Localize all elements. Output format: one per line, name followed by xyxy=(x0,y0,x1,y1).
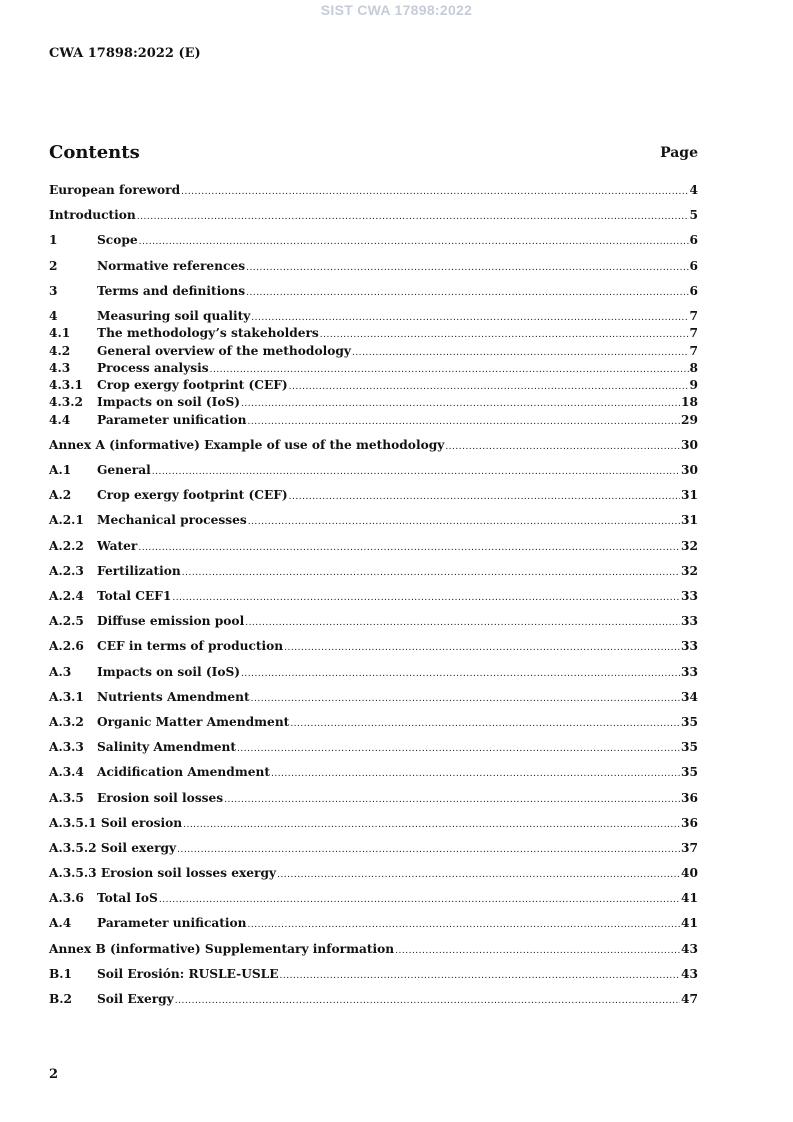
toc-entry-number: A.3 xyxy=(49,664,72,679)
toc-entry-title: A.3.5.3 Erosion soil losses exergy xyxy=(49,866,277,881)
toc-dot-leader xyxy=(183,820,680,830)
toc-entry-page: 29 xyxy=(681,412,698,427)
toc-entry-title: A.3.5.1 Soil erosion xyxy=(49,815,183,830)
toc-entry-page: 34 xyxy=(681,689,698,704)
toc-entry[interactable] xyxy=(49,690,698,715)
toc-entry-page: 6 xyxy=(689,283,698,298)
toc-entry-page: 32 xyxy=(681,563,698,578)
toc-entry[interactable] xyxy=(49,183,698,208)
toc-entry-number: 3 xyxy=(49,283,58,298)
toc-dot-leader xyxy=(352,348,689,358)
toc-entry-title: Crop exergy footprint (CEF) xyxy=(97,378,288,393)
toc-entry-number: 1 xyxy=(49,233,58,248)
toc-dot-leader xyxy=(241,399,680,409)
toc-dot-leader xyxy=(181,187,688,197)
toc-entry-title: Impacts on soil (IoS) xyxy=(97,664,241,679)
toc-dot-leader xyxy=(248,517,680,527)
toc-entry-page: 30 xyxy=(681,437,698,452)
toc-entry[interactable] xyxy=(49,413,698,438)
toc-entry-title: General overview of the methodology xyxy=(97,343,351,358)
toc-entry-number: 4.2 xyxy=(49,343,71,358)
toc-entry-number: A.1 xyxy=(49,463,72,478)
toc-entry-title: Erosion soil losses xyxy=(97,790,224,805)
toc-entry-title: Measuring soil quality xyxy=(97,308,251,323)
toc-entry-number: A.2.2 xyxy=(49,538,84,553)
toc-entry-title: Soil Erosión: RUSLE-USLE xyxy=(97,966,279,981)
toc-entry-number: A.3.5 xyxy=(49,790,84,805)
toc-entry-title: Acidification Amendment xyxy=(97,765,270,780)
toc-entry-title: Annex A (informative) Example of use of the methodology xyxy=(49,437,445,452)
toc-entry-title: Soil Exergy xyxy=(97,992,174,1007)
toc-entry-page: 32 xyxy=(681,538,698,553)
toc-entry-number: A.3.4 xyxy=(49,765,84,780)
toc-entry-title: Nutrients Amendment xyxy=(97,689,250,704)
toc-dot-leader xyxy=(280,971,681,981)
toc-entry-title: Total CEF1 xyxy=(97,589,172,604)
toc-entry[interactable] xyxy=(49,589,698,614)
toc-dot-leader xyxy=(138,543,680,553)
toc-dot-leader xyxy=(445,442,680,452)
toc-entry[interactable] xyxy=(49,326,698,343)
toc-entry-title: A.3.5.2 Soil exergy xyxy=(49,840,177,855)
toc-entry-page: 33 xyxy=(681,639,698,654)
toc-entry-title: Impacts on soil (IoS) xyxy=(97,395,241,410)
toc-entry-number: 4.3.2 xyxy=(49,395,83,410)
toc-entry[interactable] xyxy=(49,614,698,639)
toc-dot-leader xyxy=(137,212,689,222)
toc-entry[interactable] xyxy=(49,378,698,395)
toc-entry[interactable] xyxy=(49,740,698,765)
toc-entry-title: Fertilization xyxy=(97,563,181,578)
toc-entry-page: 35 xyxy=(681,714,698,729)
toc-entry-page: 4 xyxy=(689,183,698,197)
toc-entry[interactable] xyxy=(49,564,698,589)
toc-entry[interactable] xyxy=(49,344,698,361)
toc-entry-title: CEF in terms of production xyxy=(97,639,284,654)
toc-dot-leader xyxy=(246,288,688,298)
toc-entry[interactable] xyxy=(49,208,698,233)
toc-entry-title: European foreword xyxy=(49,183,181,197)
toc-entry-number: B.1 xyxy=(49,966,73,981)
toc-entry-page: 31 xyxy=(681,513,698,528)
toc-entry[interactable] xyxy=(49,513,698,538)
toc-entry[interactable] xyxy=(49,361,698,378)
toc-entry-page: 40 xyxy=(681,866,698,881)
toc-entry-page: 43 xyxy=(681,966,698,981)
toc-entry-number: A.3.6 xyxy=(49,891,84,906)
toc-entry-title: Diffuse emission pool xyxy=(97,614,245,629)
toc-entry-page: 7 xyxy=(689,326,698,341)
toc-entry[interactable] xyxy=(49,395,698,412)
toc-dot-leader xyxy=(290,719,680,729)
toc-entry-page: 47 xyxy=(681,992,698,1007)
table-of-contents xyxy=(49,183,698,1017)
document-id: CWA 17898:2022 (E) xyxy=(49,46,201,61)
toc-dot-leader xyxy=(245,618,680,628)
toc-entry[interactable] xyxy=(49,665,698,690)
toc-entry-number: B.2 xyxy=(49,992,73,1007)
toc-entry-page: 33 xyxy=(681,614,698,629)
toc-dot-leader xyxy=(246,263,688,273)
toc-dot-leader xyxy=(395,946,680,956)
toc-entry[interactable] xyxy=(49,791,698,816)
toc-entry-title: Scope xyxy=(97,233,138,248)
toc-entry[interactable] xyxy=(49,539,698,564)
toc-dot-leader xyxy=(182,568,680,578)
toc-dot-leader xyxy=(159,895,680,905)
toc-entry-title: Normative references xyxy=(97,258,246,273)
toc-entry[interactable] xyxy=(49,916,698,941)
toc-entry[interactable] xyxy=(49,942,698,967)
toc-entry[interactable] xyxy=(49,488,698,513)
toc-dot-leader xyxy=(237,744,680,754)
toc-entry-number: A.2.5 xyxy=(49,614,84,629)
toc-entry-title: Water xyxy=(97,538,138,553)
toc-entry[interactable] xyxy=(49,639,698,664)
toc-entry-title: Parameter unification xyxy=(97,412,247,427)
toc-entry[interactable] xyxy=(49,765,698,790)
toc-dot-leader xyxy=(251,313,688,323)
toc-entry-number: 4 xyxy=(49,308,58,323)
toc-entry-page: 31 xyxy=(681,488,698,503)
toc-dot-leader xyxy=(241,669,680,679)
toc-entry[interactable] xyxy=(49,309,698,326)
toc-entry-number: A.2.3 xyxy=(49,563,84,578)
toc-entry-title: Annex B (informative) Supplementary information xyxy=(49,941,395,956)
toc-entry-title: Total IoS xyxy=(97,891,158,906)
toc-entry-page: 37 xyxy=(681,840,698,855)
toc-entry-page: 6 xyxy=(689,258,698,273)
toc-entry-title: Introduction xyxy=(49,208,136,223)
contents-title: Contents xyxy=(49,142,140,163)
toc-entry[interactable] xyxy=(49,841,698,866)
toc-dot-leader xyxy=(248,920,681,930)
toc-entry-page: 36 xyxy=(681,815,698,830)
toc-entry-number: A.2.6 xyxy=(49,639,84,654)
toc-entry[interactable] xyxy=(49,259,698,284)
toc-entry-number: 4.4 xyxy=(49,412,71,427)
toc-dot-leader xyxy=(172,593,680,603)
toc-entry-number: A.3.3 xyxy=(49,740,84,755)
toc-entry-number: 4.3.1 xyxy=(49,378,83,393)
toc-entry[interactable] xyxy=(49,233,698,258)
toc-entry-page: 35 xyxy=(681,765,698,780)
toc-entry-page: 6 xyxy=(689,233,698,248)
toc-entry-title: Salinity Amendment xyxy=(97,740,237,755)
toc-entry[interactable] xyxy=(49,284,698,309)
page-column-label: Page xyxy=(660,145,698,161)
toc-entry-title: The methodology’s stakeholders xyxy=(97,326,319,341)
toc-entry-page: 30 xyxy=(681,463,698,478)
toc-entry-number: A.3.1 xyxy=(49,689,84,704)
toc-entry[interactable] xyxy=(49,891,698,916)
toc-dot-leader xyxy=(248,417,681,427)
toc-entry-title: Parameter unification xyxy=(97,916,247,931)
toc-entry-number: 2 xyxy=(49,258,58,273)
toc-entry-page: 7 xyxy=(689,308,698,323)
toc-entry-page: 5 xyxy=(689,208,698,223)
toc-entry-page: 43 xyxy=(681,941,698,956)
toc-entry-number: 4.1 xyxy=(49,326,71,341)
toc-entry-page: 7 xyxy=(689,343,698,358)
page-number: 2 xyxy=(49,1067,59,1082)
toc-dot-leader xyxy=(289,382,689,392)
toc-entry-page: 8 xyxy=(689,360,698,375)
toc-dot-leader xyxy=(224,795,680,805)
toc-entry-page: 9 xyxy=(689,378,698,393)
toc-entry-title: General xyxy=(97,463,151,478)
toc-entry-number: A.4 xyxy=(49,916,72,931)
toc-entry[interactable] xyxy=(49,715,698,740)
toc-dot-leader xyxy=(210,365,689,375)
toc-entry-page: 41 xyxy=(681,891,698,906)
toc-dot-leader xyxy=(139,237,689,247)
toc-dot-leader xyxy=(289,492,680,502)
toc-entry-number: A.2.4 xyxy=(49,589,84,604)
toc-entry-number: A.3.2 xyxy=(49,714,84,729)
toc-entry-page: 33 xyxy=(681,664,698,679)
toc-entry[interactable] xyxy=(49,463,698,488)
toc-entry-number: 4.3 xyxy=(49,360,71,375)
toc-dot-leader xyxy=(277,870,680,880)
toc-entry[interactable] xyxy=(49,992,698,1017)
toc-dot-leader xyxy=(152,467,680,477)
toc-entry[interactable] xyxy=(49,967,698,992)
toc-dot-leader xyxy=(320,330,689,340)
toc-dot-leader xyxy=(177,845,680,855)
toc-entry[interactable] xyxy=(49,866,698,891)
toc-entry-title: Organic Matter Amendment xyxy=(97,714,290,729)
toc-entry[interactable] xyxy=(49,438,698,463)
toc-dot-leader xyxy=(175,996,680,1006)
toc-entry-title: Crop exergy footprint (CEF) xyxy=(97,488,288,503)
toc-entry-title: Mechanical processes xyxy=(97,513,247,528)
toc-entry-number: A.2 xyxy=(49,488,72,503)
watermark: SIST CWA 17898:2022 xyxy=(320,2,473,18)
toc-entry-page: 41 xyxy=(681,916,698,931)
toc-entry[interactable] xyxy=(49,816,698,841)
toc-entry-number: A.2.1 xyxy=(49,513,84,528)
toc-entry-title: Process analysis xyxy=(97,360,209,375)
toc-entry-page: 18 xyxy=(681,395,698,410)
toc-entry-page: 36 xyxy=(681,790,698,805)
toc-dot-leader xyxy=(271,769,680,779)
toc-entry-page: 35 xyxy=(681,740,698,755)
toc-dot-leader xyxy=(251,694,680,704)
toc-entry-page: 33 xyxy=(681,589,698,604)
toc-dot-leader xyxy=(284,643,680,653)
toc-entry-title: Terms and definitions xyxy=(97,283,246,298)
